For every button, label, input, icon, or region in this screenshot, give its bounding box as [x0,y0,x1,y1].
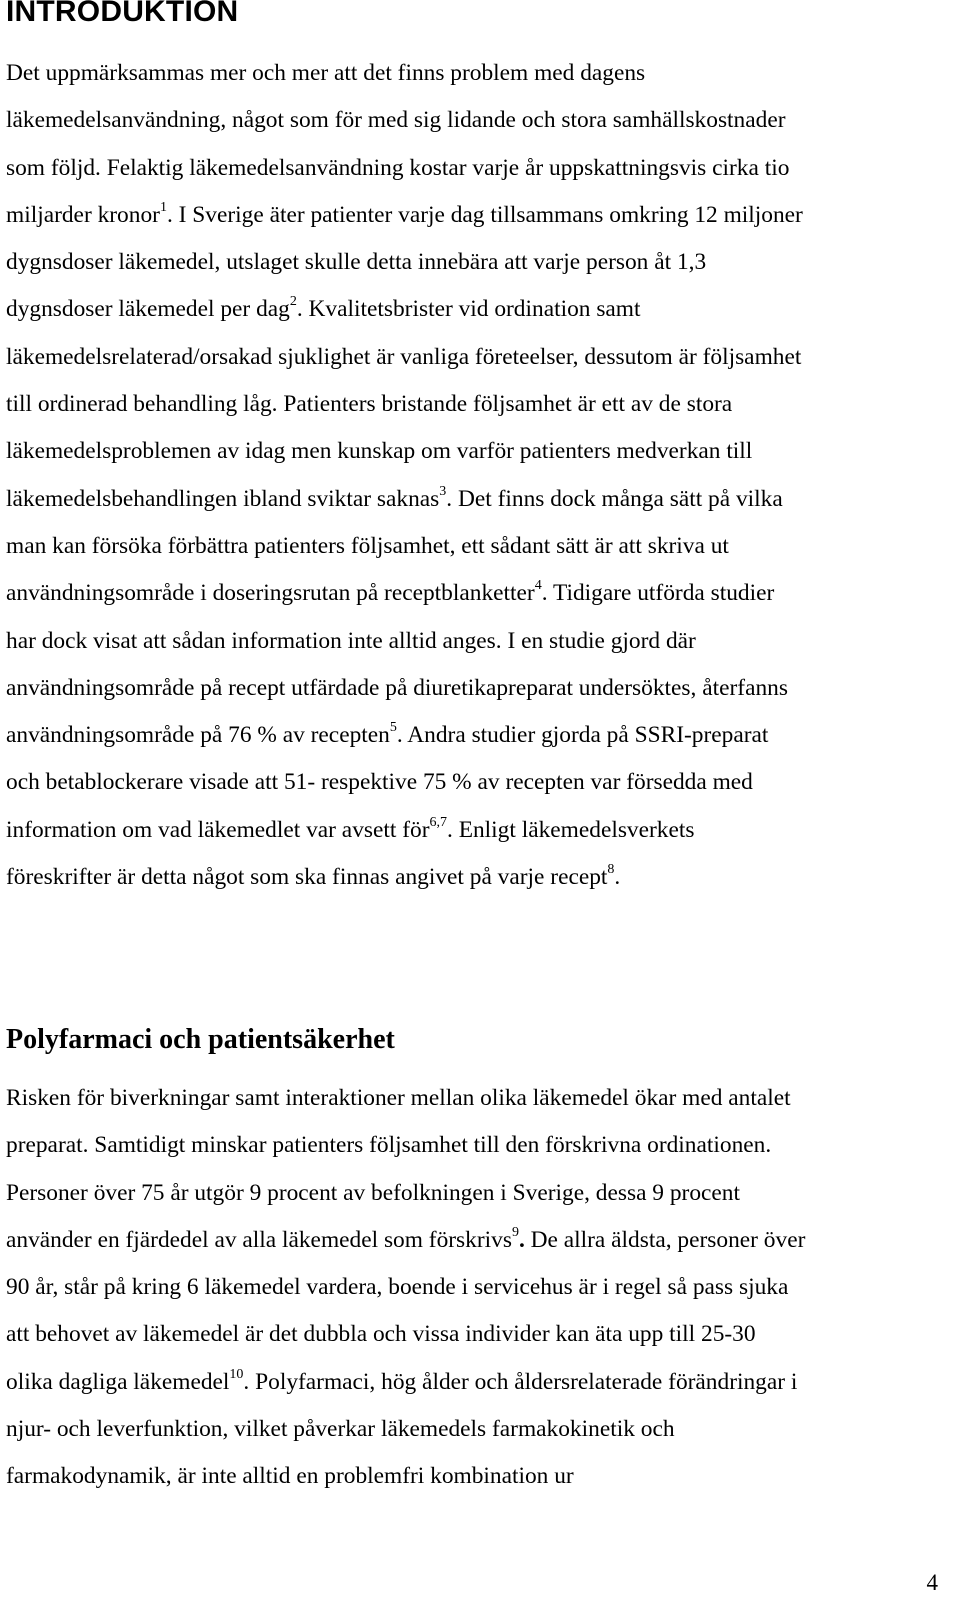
text-line [6,807,954,854]
text-line [6,523,954,570]
text-run: använder en fjärdedel av alla läkemedel som förskrivs [6,1226,512,1253]
text-run: . Kvalitetsbrister vid ordination samt [296,296,641,323]
reference-superscript: 9 [511,1224,519,1240]
text-run: läkemedelsanvändning, något som för med sig lidande och stora samhällskostnader [6,107,786,134]
reference-superscript: 2 [289,294,297,310]
text-run: farmakodynamik, är inte alltid en problemfri kombination ur [6,1463,574,1490]
text-run: användningsområde i doseringsrutan på receptblanketter [6,580,535,607]
reference-superscript: 5 [389,720,397,736]
text-line [6,1217,954,1264]
text-line [6,854,954,901]
text-run: . [614,864,621,891]
text-line [6,1170,954,1217]
text-line [6,665,954,712]
text-line [6,239,954,286]
text-run: man kan försöka förbättra patienters följsamhet, ett sådant sätt är att skriva ut [6,532,729,559]
text-line [6,192,954,239]
text-line [6,1311,954,1358]
text-line [6,476,954,523]
text-run: till ordinerad behandling låg. Patienters bristande följsamhet är ett av de stora [6,391,733,418]
reference-superscript: 3 [439,483,447,499]
text-run: Det uppmärksammas mer och mer att det finns problem med dagens [6,60,646,86]
text-line [6,1359,954,1406]
reference-superscript: 10 [229,1366,244,1382]
reference-superscript: 6,7 [429,814,447,830]
text-run: läkemedelsrelaterad/orsakad sjuklighet är vanliga företeelser, dessutom är följsamhet [6,343,802,370]
intro-paragraph [6,50,954,901]
text-line [6,1122,954,1169]
text-line [6,759,954,806]
text-line [6,334,954,381]
text-run: . Tidigare utförda studier [541,580,775,607]
bold-text-run: . [518,1226,525,1253]
text-run: läkemedelsbehandlingen ibland sviktar saknas [6,485,440,512]
text-line [6,712,954,759]
text-line [6,1264,954,1311]
text-run: och betablockerare visade att 51- respektive 75 % av recepten var försedda med [6,769,753,796]
text-run: som följd. Felaktig läkemedelsanvändning kostar varje år uppskattningsvis cirka tio [6,154,790,181]
page-number: 4 [926,1570,938,1595]
text-line [6,50,954,97]
text-run: . I Sverige äter patienter varje dag tillsammans omkring 12 miljoner [166,201,803,228]
reference-superscript: 1 [159,199,167,215]
text-line [6,286,954,333]
text-run: 90 år, står på kring 6 läkemedel vardera, boende i servicehus är i regel så pass sjuka [6,1274,789,1301]
text-line [6,1406,954,1453]
text-line [6,618,954,665]
text-run: olika dagliga läkemedel [6,1368,230,1395]
polyfarmaci-paragraph [6,1075,954,1501]
text-line [6,1453,954,1500]
text-run: . Andra studier gjorda på SSRI-preparat [396,722,769,749]
text-run: Personer över 75 år utgör 9 procent av befolkningen i Sverige, dessa 9 procent [6,1179,740,1206]
text-run: har dock visat att sådan information inte alltid anges. I en studie gjord där [6,627,696,654]
text-run: Risken för biverkningar samt interaktioner mellan olika läkemedel ökar med antalet [6,1085,791,1111]
section-heading-polyfarmaci: Polyfarmaci och patientsäkerhet [6,1024,395,1055]
text-run: . Enligt läkemedelsverkets [447,816,695,843]
text-run: användningsområde på recept utfärdade på diuretikapreparat undersöktes, återfanns [6,674,788,701]
reference-superscript: 4 [534,578,542,594]
text-run: dygnsdoser läkemedel, utslaget skulle detta innebära att varje person åt 1,3 [6,249,707,276]
text-run: preparat. Samtidigt minskar patienters följsamhet till den förskrivna ordinationen. [6,1132,772,1159]
text-line [6,97,954,144]
text-line [6,145,954,192]
text-run: att behovet av läkemedel är det dubbla och vissa individer kan äta upp till 25-30 [6,1321,756,1348]
text-run: . Det finns dock många sätt på vilka [446,485,783,512]
text-line [6,1075,954,1122]
reference-superscript: 8 [607,862,615,878]
text-run: miljarder kronor [6,201,160,228]
text-run: njur- och leverfunktion, vilket påverkar läkemedels farmakokinetik och [6,1416,675,1443]
text-run: dygnsdoser läkemedel per dag [6,296,290,323]
text-line [6,428,954,475]
text-run: De allra äldsta, personer över [524,1226,806,1253]
text-run: föreskrifter är detta något som ska finnas angivet på varje recept [6,864,608,891]
text-run: användningsområde på 76 % av recepten [6,722,390,749]
text-line [6,381,954,428]
text-run: läkemedelsproblemen av idag men kunskap om varför patienters medverkan till [6,438,753,465]
text-run: information om vad läkemedlet var avsett för [6,816,430,843]
text-line [6,570,954,617]
section-heading-introduktion: INTRODUKTION [6,0,239,28]
text-run: . Polyfarmaci, hög ålder och åldersrelaterade förändringar i [243,1368,798,1395]
